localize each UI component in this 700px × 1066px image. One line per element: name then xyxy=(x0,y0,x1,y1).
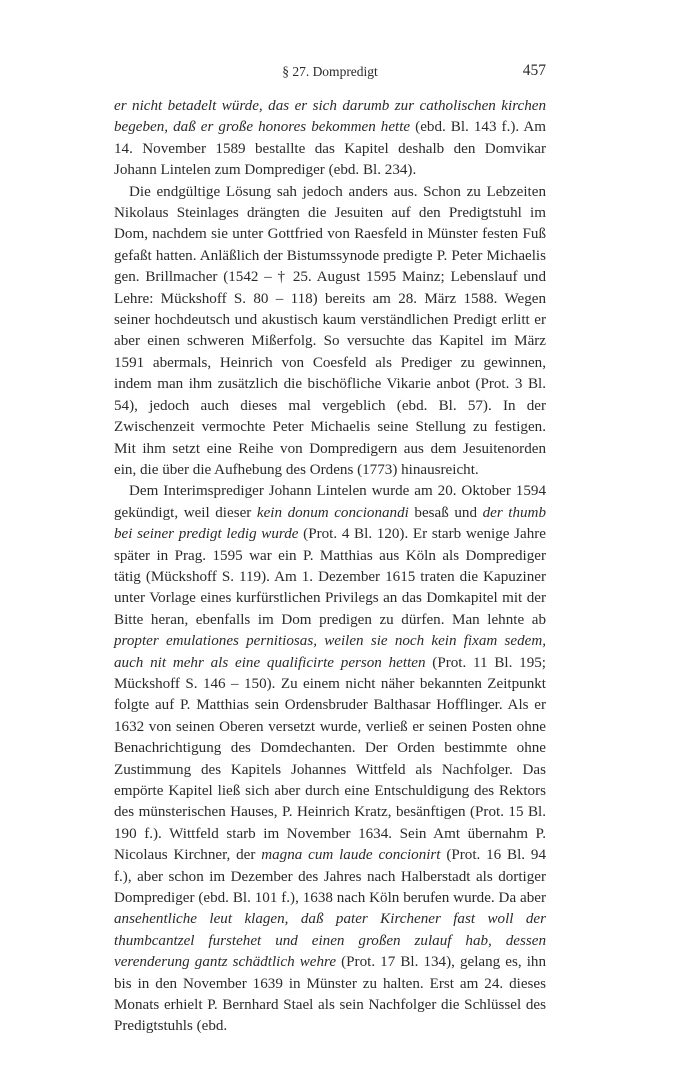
text-run: (ebd. Bl. 143 f.). Am 14. November 1589 bestallte das Kapitel deshalb den Domvikar Johann Lintelen zum Domprediger (ebd. Bl. 234). xyxy=(114,119,547,179)
italic-quote: er nicht betadelt würde, das er sich darumb zur catholischen kirchen begeben, daß er große honores bekommen hette xyxy=(114,98,546,136)
italic-quote: ansehentliche leut klagen, daß pater Kirchener fast woll der thumbcantzel furstehet und einen großen zulauf hab, dessen verenderung gantz schädtlich wehre xyxy=(114,911,546,971)
italic-quote: propter emulationes pernitiosas, weilen sie noch kein fixam sedem, auch nit mehr als eine qualificirte person hetten xyxy=(114,633,546,671)
italic-quote: der thumb bei seiner predigt ledig wurde xyxy=(114,504,546,543)
running-title: § 27. Dompredigt xyxy=(282,64,378,79)
italic-quote: magna cum laude concionirt xyxy=(261,847,441,864)
text-run: (Prot. 16 Bl. 94 f.), aber schon im Dezember des Jahres nach Halberstadt als dortiger Domprediger (ebd. Bl. 101 f.), 1638 nach Köln berufen wurde. Da aber xyxy=(114,847,546,907)
text-run: (Prot. 4 Bl. 120). Er starb wenige Jahre später in Prag. 1595 war ein P. Matthias aus Köln als Domprediger tätig (Mückshoff S. 119). Am 1. Dezember 1615 traten die Kapuziner unter Vorlage eines kurfürstlichen Privilegs an das Domkapitel mit der Bitte heran, ebenfalls im Dom predigen zu dürfen. Man lehnte ab xyxy=(114,526,546,628)
paragraph xyxy=(114,96,546,182)
paragraph xyxy=(114,182,546,482)
text-run: besaß und xyxy=(408,504,483,521)
page-header xyxy=(114,62,546,84)
text-run: (Prot. 17 Bl. 134), gelang es, ihn bis in den November 1639 in Münster zu halten. Erst am 24. dieses Monats erhielt P. Bernhard Stael als sein Nachfolger die Schlüssel des Predigtstuhls (ebd. xyxy=(114,954,547,1035)
body-text xyxy=(114,96,546,1038)
text-run: (Prot. 11 Bl. 195; Mückshoff S. 146 – 150). Zu einem nicht näher bekannten Zeitpunkt folgte auf P. Matthias sein Ordensbruder Balthasar Hofflinger. Als er 1632 von seinen Oberen versetzt wurde, verließ er seinen Posten ohne Benachrichtigung des Domdechanten. Der Orden bestimmte ohne Zustimmung des Kapitels Johannes Wittfeld als Nachfolger. Das empörte Kapitel ließ sich aber durch eine Entschuldigung des Rektors des münsterischen Hauses, P. Heinrich Kratz, besänftigen (Prot. 15 Bl. 190 f.). Wittfeld starb im November 1634. Sein Amt übernahm P. Nicolaus Kirchner, der xyxy=(114,654,546,864)
italic-quote: kein donum concionandi xyxy=(256,504,409,521)
text-run: Dem Interimsprediger Johann Lintelen wurde am 20. Oktober 1594 gekündigt, weil dieser xyxy=(114,483,546,521)
paragraph xyxy=(114,481,546,1038)
text-run: Die endgültige Lösung sah jedoch anders aus. Schon zu Lebzeiten Nikolaus Steinlages drängten die Jesuiten auf den Predigtstuhl im Dom, nachdem sie unter Gottfried von Raesfeld in Münster festen Fuß gefaßt hatten. Anläßlich der Bistumssynode predigte P. Peter Michaelis gen. Brillmacher (1542 – † 25. August 1595 Mainz; Lebenslauf und Lehre: Mückshoff S. 80 – 118) bereits am 28. März 1588. Wegen seiner hochdeutsch und akustisch kaum verständlichen Predigt erlitt er aber einen schweren Mißerfolg. So versuchte das Kapitel im März 1591 abermals, Heinrich von Coesfeld als Prediger zu gewinnen, indem man ihm zusätzlich die bischöfliche Vikarie anbot (Prot. 3 Bl. 54), jedoch auch dieses mal vergeblich (ebd. Bl. 57). In der Zwischenzeit vermochte Peter Michaelis seine Stellung zu festigen. Mit ihm setzt eine Reihe von Dompredigern aus dem Jesuitenorden ein, die über die Aufhebung des Ordens (1773) hinausreicht. xyxy=(114,183,546,478)
page-number: 457 xyxy=(522,62,546,79)
